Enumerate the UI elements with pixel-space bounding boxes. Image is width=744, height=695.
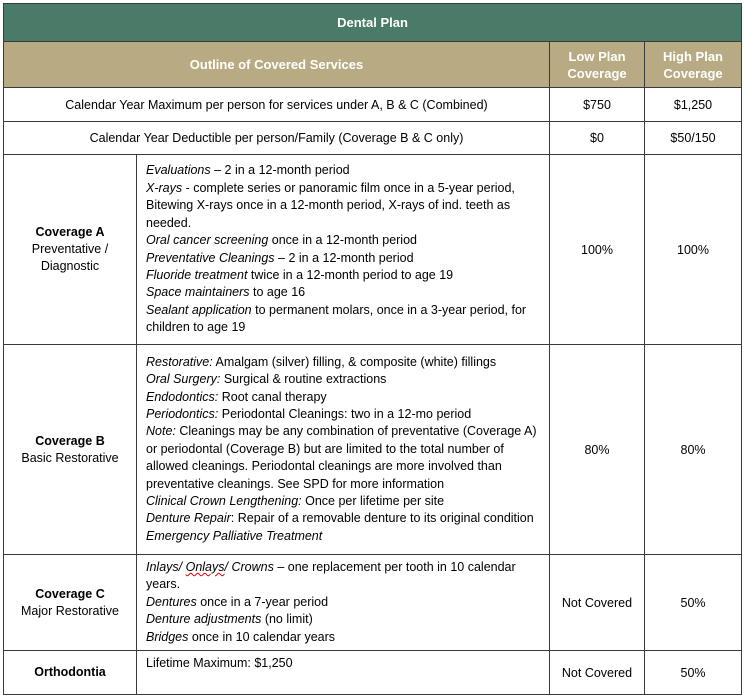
header-outline: Outline of Covered Services	[4, 42, 550, 88]
dental-plan-document	[3, 3, 742, 695]
service-item	[146, 493, 541, 510]
service-name: Clinical Crown Lengthening:	[146, 494, 302, 509]
service-name: Fluoride treatment	[146, 267, 248, 282]
service-item	[146, 371, 541, 388]
row-calendar-deductible	[4, 122, 742, 155]
high-plan-value: $50/150	[645, 122, 742, 155]
service-detail: – 2 in a 12-month period	[274, 250, 414, 265]
coverage-c-services	[137, 555, 550, 651]
service-item	[146, 423, 541, 493]
service-item	[146, 162, 541, 179]
row-coverage-a	[4, 155, 742, 345]
dental-plan-table	[3, 3, 742, 695]
service-name: Sealant application	[146, 302, 252, 317]
service-name: Bridges	[146, 629, 189, 644]
table-title: Dental Plan	[4, 4, 742, 42]
service-detail: once in a 12-month period	[268, 233, 417, 248]
service-item	[146, 528, 541, 545]
service-item	[146, 510, 541, 527]
row-orthodontia	[4, 651, 742, 695]
row-coverage-b	[4, 345, 742, 555]
coverage-name: Coverage C	[35, 586, 105, 601]
orthodontia-label	[4, 651, 137, 695]
high-plan-value: $1,250	[645, 88, 742, 122]
service-item	[146, 267, 541, 284]
coverage-a-services	[137, 155, 550, 345]
service-item	[146, 232, 541, 249]
service-detail: Cleanings may be any combination of preventative (Coverage A) or periodontal (Coverage B) but are limited to the total number of allowed cleanings. Periodontal cleanings are more involved than preventative cleanings. See SPD for more information	[146, 424, 537, 491]
service-detail: to age 16	[249, 285, 306, 300]
service-name: Note:	[146, 424, 176, 439]
service-name: Restorative:	[146, 354, 213, 369]
low-plan-value: 80%	[550, 345, 645, 555]
service-name: Periodontics:	[146, 406, 219, 421]
service-name: Oral Surgery:	[146, 372, 221, 387]
low-plan-value: Not Covered	[550, 555, 645, 651]
coverage-c-label	[4, 555, 137, 651]
service-item	[146, 559, 541, 594]
service-detail: once in 10 calendar years	[188, 629, 336, 644]
high-plan-value: 50%	[645, 651, 742, 695]
service-detail: Root canal therapy	[218, 389, 327, 404]
coverage-subtitle: Diagnostic	[40, 259, 100, 273]
service-item	[146, 611, 541, 628]
coverage-b-services	[137, 345, 550, 555]
service-name: Dentures	[146, 594, 197, 609]
service-detail: Periodontal Cleanings: two in a 12-mo period	[218, 406, 472, 421]
service-name: Emergency Palliative Treatment	[146, 528, 323, 543]
service-detail: Amalgam (silver) filling, & composite (white) fillings	[212, 354, 497, 369]
service-item	[146, 629, 541, 646]
low-plan-value: Not Covered	[550, 651, 645, 695]
low-plan-value: $750	[550, 88, 645, 122]
coverage-name: Coverage A	[35, 225, 105, 239]
service-name: Space maintainers	[146, 285, 250, 300]
row-label: Calendar Year Maximum per person for services under A, B & C (Combined)	[4, 88, 550, 122]
service-name: Denture adjustments	[146, 612, 262, 627]
low-plan-value: $0	[550, 122, 645, 155]
service-item	[146, 284, 541, 301]
service-name-part-spellcheck: Onlays	[185, 560, 225, 574]
coverage-name: Orthodontia	[34, 665, 106, 680]
header-low-plan: Low Plan Coverage	[550, 42, 645, 88]
service-name-part: / Crowns	[224, 560, 274, 574]
coverage-subtitle: Basic Restorative	[21, 450, 119, 465]
row-calendar-maximum	[4, 88, 742, 122]
service-detail: twice in a 12-month period to age 19	[247, 267, 454, 282]
service-detail: once in a 7-year period	[196, 594, 329, 609]
row-coverage-c	[4, 555, 742, 651]
service-detail: Once per lifetime per site	[301, 494, 445, 509]
high-plan-value: 80%	[645, 345, 742, 555]
coverage-b-label	[4, 345, 137, 555]
coverage-subtitle: Major Restorative	[21, 603, 119, 618]
high-plan-value: 100%	[645, 155, 742, 345]
service-item	[146, 406, 541, 423]
service-item	[146, 250, 541, 267]
service-name: Oral cancer screening	[146, 233, 269, 248]
title-row	[4, 4, 742, 42]
low-plan-value: 100%	[550, 155, 645, 345]
service-item	[146, 354, 541, 371]
service-detail: Surgical & routine extractions	[220, 372, 387, 387]
service-name: X-rays	[146, 180, 183, 195]
service-detail: – one replacement per tooth in 10 calendar years.	[146, 560, 516, 592]
service-item	[146, 302, 541, 337]
high-plan-value: 50%	[645, 555, 742, 651]
service-item	[146, 389, 541, 406]
service-detail: (no limit)	[261, 612, 313, 627]
service-detail: – 2 in a 12-month period	[210, 163, 350, 178]
coverage-subtitle: Preventative /	[31, 242, 109, 256]
service-detail: to permanent molars, once in a 3-year period, for children to age 19	[146, 302, 527, 335]
service-item	[146, 180, 541, 232]
coverage-a-label	[4, 155, 137, 345]
service-name: Denture Repair	[146, 511, 231, 526]
orthodontia-services: Lifetime Maximum: $1,250	[137, 651, 550, 695]
coverage-name: Coverage B	[35, 433, 105, 448]
service-detail: : Repair of a removable denture to its original condition	[230, 511, 534, 526]
service-name	[146, 560, 274, 574]
service-name-part: Inlays/	[146, 560, 186, 574]
service-name: Endodontics:	[146, 389, 219, 404]
service-item	[146, 594, 541, 611]
header-high-plan: High Plan Coverage	[645, 42, 742, 88]
row-label: Calendar Year Deductible per person/Family (Coverage B & C only)	[4, 122, 550, 155]
service-detail: - complete series or panoramic film once in a 5-year period, Bitewing X-rays once in a 12-month period, X-rays of ind. teeth as needed.	[146, 180, 515, 230]
service-name: Preventative Cleanings	[146, 250, 275, 265]
header-row	[4, 42, 742, 88]
service-name: Evaluations	[146, 163, 211, 178]
